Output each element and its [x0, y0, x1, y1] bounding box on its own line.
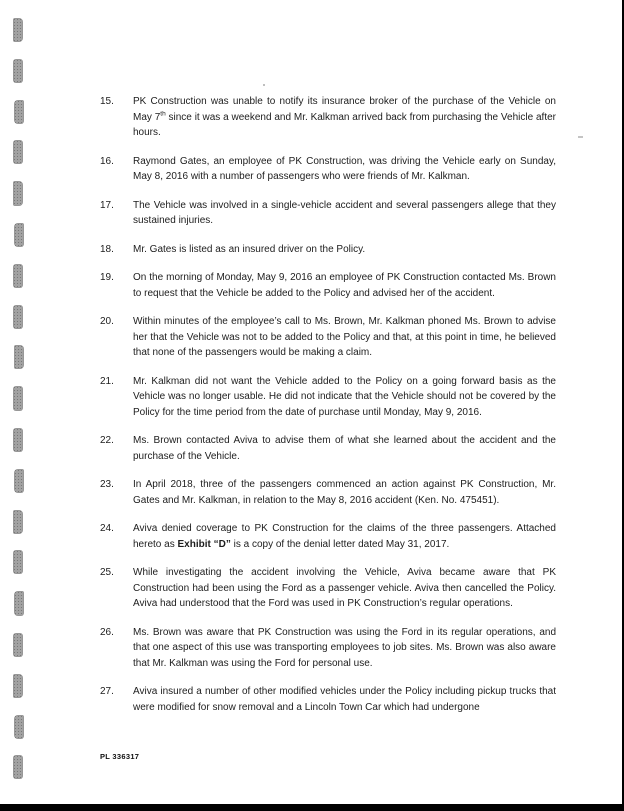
paragraph-text: Raymond Gates, an employee of PK Construction, was driving the Vehicle early on Sunday, May 8, 2016 with a number of passengers who were friends of Mr. Kalkman. [133, 155, 556, 182]
paragraph [100, 477, 556, 508]
paragraph-number: 20. [100, 316, 114, 327]
paragraph-text: Mr. Gates is listed as an insured driver on the Policy. [133, 243, 366, 255]
paragraph [100, 565, 556, 612]
binding-hole-mark [14, 469, 24, 493]
paragraph-text: On the morning of Monday, May 9, 2016 an employee of PK Construction contacted Ms. Brown to request that the Vehicle be added to the Policy and advised her of the accident. [133, 272, 556, 299]
paragraph [100, 154, 556, 185]
binding-hole-mark [13, 674, 23, 698]
paragraph-number: 21. [100, 375, 114, 387]
binding-hole-mark [13, 181, 23, 206]
paragraph-text: Aviva denied coverage to PK Construction for the claims of the three passengers. Attached hereto as Exhibit “D” is a copy of the denial letter dated May 31, 2017. [133, 523, 556, 550]
paragraph-number: 26. [100, 626, 114, 638]
paragraph [100, 198, 556, 229]
scan-speck [263, 84, 265, 86]
binding-strip [13, 18, 23, 779]
paragraph-number: 24. [100, 523, 114, 534]
scan-speck [578, 136, 583, 138]
binding-hole-mark [14, 100, 24, 124]
binding-hole-mark [13, 305, 23, 329]
paragraph-text: Aviva insured a number of other modified vehicles under the Policy including pickup trucks that were modified for snow removal and a Lincoln Town Car which had undergone [133, 686, 556, 713]
scan-edge-bottom [0, 804, 624, 811]
paragraph-number: 16. [100, 155, 114, 167]
binding-hole-mark [13, 550, 23, 574]
paragraph-number: 19. [100, 272, 114, 283]
binding-hole-mark [13, 264, 23, 288]
paragraph-text: While investigating the accident involving the Vehicle, Aviva became aware that PK Construction had been using the Ford as a passenger vehicle. Aviva then cancelled the Policy. Aviva had understood that the Ford was used in PK Construction’s regular operations. [133, 567, 556, 609]
paragraph [100, 374, 556, 421]
paragraph-number: 27. [100, 686, 114, 697]
binding-hole-mark [13, 755, 23, 779]
paragraph [100, 684, 556, 715]
paragraph [100, 433, 556, 464]
paragraph-number: 22. [100, 435, 114, 446]
paragraph [100, 270, 556, 301]
paragraph-text: In April 2018, three of the passengers commenced an action against PK Construction, Mr. Gates and Mr. Kalkman, in relation to the May 8, 2016 accident (Ken. No. 475451). [133, 479, 556, 506]
paragraph [100, 521, 556, 552]
bates-number: PL 336317 [100, 752, 140, 761]
binding-hole-mark [13, 633, 23, 657]
paragraph [100, 94, 556, 141]
binding-hole-mark [14, 345, 24, 369]
paragraph-list [100, 94, 556, 728]
paragraph [100, 242, 556, 258]
paragraph-number: 23. [100, 479, 114, 490]
binding-hole-mark [13, 510, 23, 534]
binding-hole-mark [13, 18, 23, 42]
binding-hole-mark [13, 140, 23, 164]
paragraph-text: Ms. Brown contacted Aviva to advise them of what she learned about the accident and the purchase of the Vehicle. [133, 435, 556, 462]
paragraph-text: Ms. Brown was aware that PK Construction was using the Ford in its regular operations, and that one aspect of this use was transporting employees to job sites. Ms. Brown was also aware that Mr. Kalkman was using the Ford for personal use. [133, 626, 556, 669]
binding-hole-mark [13, 428, 23, 452]
binding-hole-mark [14, 715, 24, 739]
paragraph-number: 25. [100, 567, 114, 578]
paragraph-number: 18. [100, 243, 114, 255]
binding-hole-mark [13, 59, 23, 83]
binding-hole-mark [14, 591, 24, 616]
binding-hole-mark [14, 223, 24, 247]
paragraph [100, 314, 556, 361]
paragraph-text: Within minutes of the employee’s call to Ms. Brown, Mr. Kalkman phoned Ms. Brown to advise her that the Vehicle was not to be added to the Policy and that, at this point in time, he believed that none of the passengers would be making a claim. [133, 316, 556, 358]
paragraph [100, 625, 556, 672]
paragraph-text: Mr. Kalkman did not want the Vehicle added to the Policy on a going forward basis as the Vehicle was no longer usable. He did not indicate that the Vehicle should not be covered by the Policy for the time period from the date of purchase until Monday, May 9, 2016. [133, 375, 556, 418]
paragraph-text: The Vehicle was involved in a single-vehicle accident and several passengers allege that they sustained injuries. [133, 199, 556, 226]
binding-hole-mark [13, 386, 23, 411]
paragraph-number: 15. [100, 96, 114, 107]
paragraph-text: PK Construction was unable to notify its insurance broker of the purchase of the Vehicle on May 7th since it was a weekend and Mr. Kalkman arrived back from purchasing the Vehicle after hours. [133, 96, 557, 138]
paragraph-number: 17. [100, 199, 114, 211]
